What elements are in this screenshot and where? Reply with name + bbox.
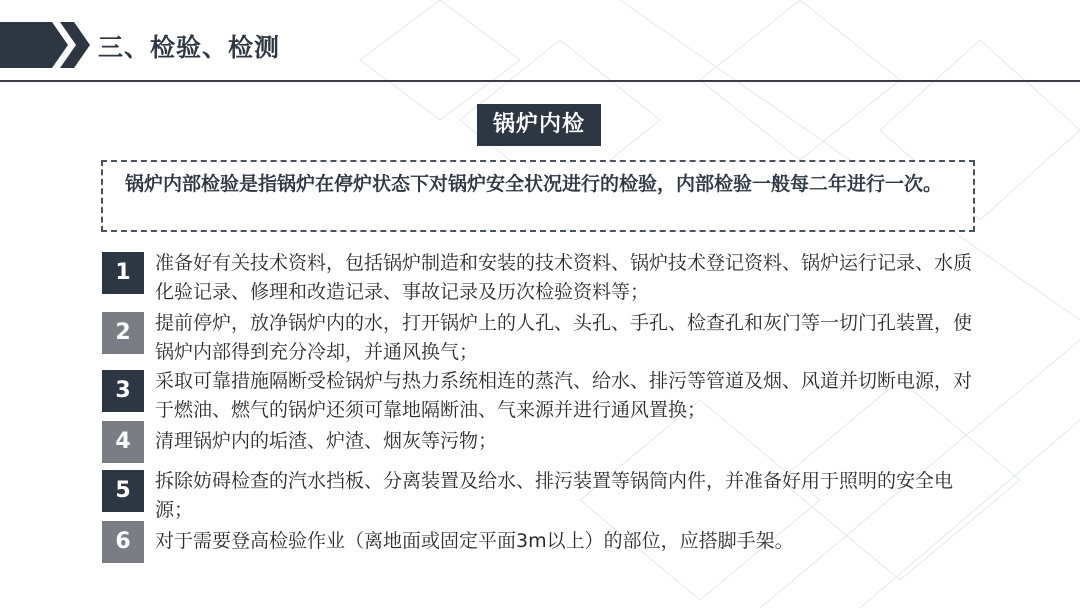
- item-text: 对于需要登高检验作业（离地面或固定平面3m以上）的部位，应搭脚手架。: [155, 530, 794, 552]
- section-title: 锅炉内检: [477, 104, 601, 146]
- header-divider: [0, 80, 1080, 82]
- item-number-badge: 6: [102, 521, 144, 563]
- item-text: 采取可靠措施隔断受检锅炉与热力系统相连的蒸汽、给水、排污等管道及烟、风道并切断电源，对于燃油、燃气的锅炉还须可靠地隔断油、气来源并进行通风置换；: [155, 370, 973, 421]
- item-text: 拆除妨碍检查的汽水挡板、分离装置及给水、排污装置等锅筒内件，并准备好用于照明的安全电源；: [155, 470, 954, 521]
- item-number-badge: 4: [102, 421, 144, 463]
- item-text: 准备好有关技术资料，包括锅炉制造和安装的技术资料、锅炉技术登记资料、锅炉运行记录、水质化验记录、修理和改造记录、事故记录及历次检验资料等；: [155, 252, 973, 303]
- intro-text: 锅炉内部检验是指锅炉在停炉状态下对锅炉安全状况进行的检验，内部检验一般每二年进行一次。: [125, 173, 943, 195]
- item-text: 提前停炉，放净锅炉内的水，打开锅炉上的人孔、头孔、手孔、检查孔和灰门等一切门孔装置，使锅炉内部得到充分冷却，并通风换气；: [155, 312, 973, 363]
- page-title: 三、检验、检测: [98, 33, 281, 62]
- header: [0, 22, 1080, 74]
- item-number-badge: 5: [102, 470, 144, 512]
- intro-box: [101, 160, 975, 232]
- item-number-badge: 2: [102, 312, 144, 354]
- item-text: 清理锅炉内的垢渣、炉渣、烟灰等污物；: [155, 430, 498, 452]
- item-number-badge: 3: [102, 370, 144, 412]
- header-chevron-icon: [0, 22, 96, 68]
- item-number-badge: 1: [102, 252, 144, 294]
